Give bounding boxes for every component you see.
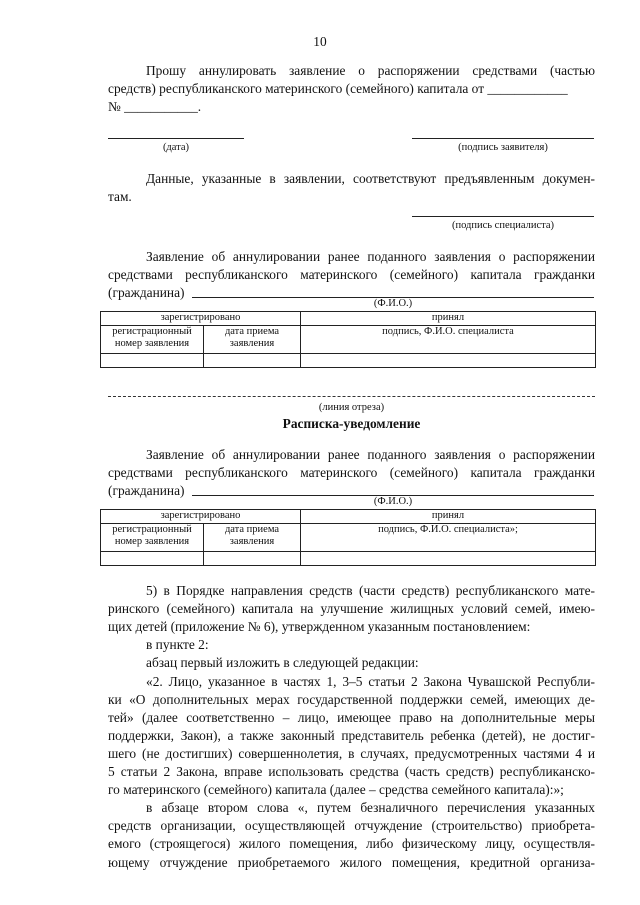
block2-registration-table bbox=[100, 509, 596, 566]
body-line: средств организации, осуществляющей отчуждение (строительство) приобрета- bbox=[108, 818, 595, 834]
block2-reg-number-header: регистрационный номер заявления bbox=[101, 523, 204, 551]
block2-signature-header: подпись, Ф.И.О. специалиста»; bbox=[301, 523, 596, 551]
body-line: «2. Лицо, указанное в частях 1, 3–5 статьи 2 Закона Чувашской Республи- bbox=[146, 673, 595, 689]
block1-line-3: (гражданина) bbox=[108, 285, 185, 300]
applicant-signature-label: (подпись заявителя) bbox=[458, 142, 548, 153]
body-line: шего (не достигших) совершеннолетия, в случаях, предусмотренных частями 4 и bbox=[108, 745, 595, 761]
request-line-1: Прошу аннулировать заявление о распоряжении средствами (частью bbox=[146, 63, 595, 78]
applicant-signature-line[interactable] bbox=[412, 138, 594, 139]
body-line: ющему отчуждение приобретаемого жилого помещения, кредитной организа- bbox=[108, 854, 595, 870]
data-check-line-2: там. bbox=[108, 189, 132, 204]
block1-registered-header: зарегистрировано bbox=[101, 312, 301, 326]
block1-line-2: средствами республиканского материнского (семейного) капитала гражданки bbox=[108, 267, 595, 282]
body-line: щих детей (приложение № 6), утвержденном указанным постановлением: bbox=[108, 619, 531, 635]
block2-fio-label: (Ф.И.О.) bbox=[373, 496, 413, 507]
request-line-2: средств) республиканского материнского (семейного) капитала от ____________ bbox=[108, 81, 568, 96]
specialist-signature-label: (подпись специалиста) bbox=[451, 220, 555, 231]
data-check-line-1: Данные, указанные в заявлении, соответствуют предъявленным докумен- bbox=[146, 171, 595, 186]
block1-fio-label: (Ф.И.О.) bbox=[373, 298, 413, 309]
block1-reg-number-header: регистрационный номер заявления bbox=[101, 325, 204, 353]
block1-date-cell[interactable] bbox=[204, 353, 301, 367]
block1-accepted-header: принял bbox=[301, 312, 596, 326]
receipt-title: Расписка-уведомление bbox=[282, 416, 421, 431]
block1-registration-table bbox=[100, 311, 596, 368]
body-line: 5 статьи 2 Закона, вправе использовать средства (часть средств) республиканско- bbox=[108, 764, 595, 779]
date-line[interactable] bbox=[108, 138, 244, 139]
cut-line-label: (линия отреза) bbox=[318, 402, 385, 413]
block2-registered-header: зарегистрировано bbox=[101, 510, 301, 524]
block1-reg-number-cell[interactable] bbox=[101, 353, 204, 367]
body-line: ки «О дополнительных мерах государственной поддержки семей, имеющих де- bbox=[108, 691, 595, 707]
block2-reg-number-cell[interactable] bbox=[101, 551, 204, 565]
block2-date-header: дата приема заявления bbox=[204, 523, 301, 551]
body-line: поддержки, Закон), а также законный представитель ребенка (детей), не достиг- bbox=[108, 727, 595, 743]
cut-line bbox=[108, 396, 595, 397]
body-line: ринского (семейного) капитала на улучшение жилищных условий семей, имею- bbox=[108, 601, 595, 617]
block2-accepted-header: принял bbox=[301, 510, 596, 524]
body-line: 5) в Порядке направления средств (части средств) республиканского мате- bbox=[146, 583, 595, 598]
block1-line-1: Заявление об аннулировании ранее поданного заявления о распоряжении bbox=[146, 249, 595, 264]
page-number: 10 bbox=[313, 34, 327, 49]
body-line: абзац первый изложить в следующей редакции: bbox=[146, 655, 419, 671]
date-label: (дата) bbox=[162, 142, 190, 153]
request-line-3: № ___________. bbox=[108, 99, 202, 114]
block2-date-cell[interactable] bbox=[204, 551, 301, 565]
block2-line-2: средствами республиканского материнского (семейного) капитала гражданки bbox=[108, 465, 595, 480]
body-line: го материнского (семейного) капитала (далее – средства семейного капитала):»; bbox=[108, 782, 564, 798]
block1-signature-cell[interactable] bbox=[301, 353, 596, 367]
block1-signature-header: подпись, Ф.И.О. специалиста bbox=[301, 325, 596, 353]
block2-line-1: Заявление об аннулировании ранее поданного заявления о распоряжении bbox=[146, 447, 595, 462]
body-line: в пункте 2: bbox=[146, 637, 209, 653]
body-line: тей» (далее соответственно – лицо, имеющее право на дополнительные меры bbox=[108, 709, 595, 725]
body-line: емого (строящегося) жилого помещения, либо физическому лицу, осуществля- bbox=[108, 836, 595, 852]
specialist-signature-line[interactable] bbox=[412, 216, 594, 217]
block1-date-header: дата приема заявления bbox=[204, 325, 301, 353]
block2-line-3: (гражданина) bbox=[108, 483, 185, 498]
body-line: в абзаце втором слова «, путем безналичного перечисления указанных bbox=[146, 800, 595, 816]
block2-signature-cell[interactable] bbox=[301, 551, 596, 565]
